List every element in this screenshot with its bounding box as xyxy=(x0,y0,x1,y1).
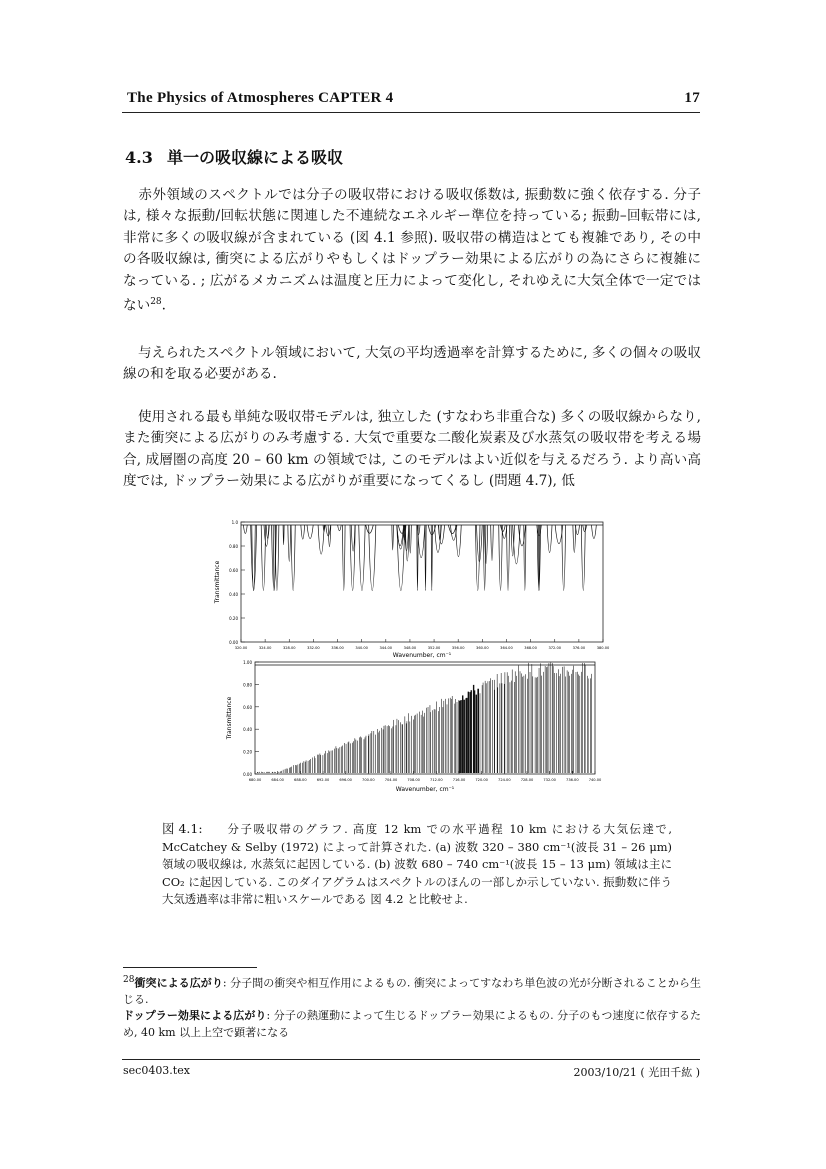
panel-a-line xyxy=(288,525,291,561)
panel-a-line xyxy=(243,525,247,533)
header-title: The Physics of Atmospheres CAPTER 4 xyxy=(127,90,394,106)
panel-a-line xyxy=(581,525,585,591)
panel-a-line xyxy=(475,525,479,591)
panel-a-xtick-label: 372.00 xyxy=(548,646,562,650)
footnote-ref[interactable]: 28 xyxy=(150,297,162,308)
panel-a-xtick-label: 344.00 xyxy=(379,646,393,650)
panel-a-ytick-label: 0.60 xyxy=(229,568,238,573)
paragraph-3 xyxy=(123,407,701,493)
panel-b-xtick-label: 740.00 xyxy=(588,778,602,782)
panel-b-xtick-label: 688.00 xyxy=(294,778,307,782)
footnote-number: 28 xyxy=(123,975,135,985)
panel-a-line xyxy=(369,525,376,591)
panel-a-line xyxy=(283,525,284,545)
panel-a-xtick-label: 360.00 xyxy=(476,646,489,650)
panel-b-xtick-label: 704.00 xyxy=(384,778,398,782)
panel-a-line xyxy=(404,525,408,551)
footnote-text-1: : 分子間の衝突や相互作用によるもの. 衝突によってすなわち単色波の光が分断されることから生じる. xyxy=(123,976,701,1007)
panel-a-xtick-label: 380.00 xyxy=(596,646,610,650)
panel-a-xtick-label: 376.00 xyxy=(572,646,586,650)
footnote-term-2: ドップラー効果による広がり xyxy=(123,1009,267,1023)
panel-b-xtick-label: 736.00 xyxy=(566,778,579,782)
panel-b-ylabel: Transmittance xyxy=(226,696,233,740)
footnote xyxy=(123,972,701,1041)
panel-b-frame xyxy=(255,662,595,774)
panel-a-line xyxy=(435,525,442,552)
panel-a xyxy=(214,520,610,659)
panel-a-line xyxy=(562,525,566,591)
panel-a-line xyxy=(392,525,394,550)
caption-label: 図 4.1: xyxy=(162,821,203,836)
panel-b-xtick-label: 732.00 xyxy=(543,778,556,782)
panel-a-ytick-label: 0.80 xyxy=(229,544,238,549)
panel-a-line xyxy=(409,525,411,553)
footnote-rule xyxy=(123,967,257,968)
panel-a-xtick-label: 336.00 xyxy=(331,646,344,650)
panel-a-line xyxy=(291,525,295,591)
panel-a-absorption-lines xyxy=(241,525,603,591)
panel-a-xlabel: Wavenumber, cm⁻¹ xyxy=(392,652,452,659)
footer-file: sec0403.tex xyxy=(123,1064,190,1077)
panel-b-absorption-lines xyxy=(255,663,595,773)
panel-b-xtick-label: 712.00 xyxy=(430,778,443,782)
panel-b-xtick-label: 720.00 xyxy=(475,778,488,782)
panel-b-ytick-label: 0.00 xyxy=(243,772,252,777)
panel-a-xtick-label: 356.00 xyxy=(451,646,465,650)
panel-a-line xyxy=(307,525,313,539)
paragraph-1-text: 赤外領域のスペクトルでは分子の吸収帯における吸収係数は, 振動数に強く依存する. 分子は, 様々な振動/回転状態に関連した不連続なエネルギー準位を持っている; 振動–回転帯には, 非常に多くの吸収線が含まれている (図 4.1 参照). 吸収帯の構造はとても複雑であり, その中の各吸収線は, 衝突による広がりやもしくはドップラー効果による広がりの為にさらに複雑になっている. ; 広がるメカニズムは温度と圧力によって変化し, それゆえに大気全体で一定ではない xyxy=(123,187,701,314)
panel-a-xtick-label: 320.00 xyxy=(234,646,248,650)
panel-b-ytick-label: 1.00 xyxy=(243,660,252,665)
panel-a-line xyxy=(359,525,365,591)
panel-a-ytick-label: 0.20 xyxy=(229,616,238,621)
panel-b-ytick-label: 0.60 xyxy=(243,704,252,710)
panel-a-line xyxy=(491,525,494,561)
panel-a-xtick-label: 368.00 xyxy=(524,646,537,650)
section-number: 4.3 xyxy=(125,148,153,167)
panel-a-xticks xyxy=(235,639,610,650)
panel-a-line xyxy=(501,525,506,532)
panel-b-xtick-label: 716.00 xyxy=(452,778,466,782)
panel-a-ytick-label: 0.00 xyxy=(229,640,238,645)
section-title: 単一の吸収線による吸収 xyxy=(167,148,344,167)
page-number: 17 xyxy=(684,90,700,106)
panel-b-ytick-label: 0.20 xyxy=(243,749,252,755)
panel-b xyxy=(226,660,602,793)
panel-a-line xyxy=(591,525,596,539)
panel-b-xtick-label: 724.00 xyxy=(498,778,511,782)
figure-4-1 xyxy=(207,517,615,797)
header-rule xyxy=(122,112,700,113)
panel-a-xtick-label: 348.00 xyxy=(403,646,417,650)
panel-a-xtick-label: 352.00 xyxy=(427,646,441,650)
panel-a-line xyxy=(547,525,552,553)
panel-a-line xyxy=(328,525,331,547)
panel-a-line xyxy=(573,525,576,553)
panel-a-line xyxy=(251,525,257,591)
footer-date: 2003/10/21 ( 光田千紘 ) xyxy=(573,1066,700,1079)
panel-b-xtick-label: 708.00 xyxy=(407,778,420,782)
panel-b-xtick-label: 696.00 xyxy=(339,778,352,782)
panel-a-yticks xyxy=(229,520,245,645)
paragraph-3-text: 使用される最も単純な吸収帯モデルは, 独立した (すなわち非重合な) 多くの吸収線からなり, また衝突による広がりのみ考慮する. 大気で重要な二酸化炭素及び水蒸気の吸収帯を考える場合, 成層圏の高度 20 – 60 km の領域では, このモデルはよい近似を与えるだろう. より高い高度では, ドップラー効果による広がりが重要になってくるし (問題 4.7), 低 xyxy=(123,409,701,490)
panel-b-xtick-label: 728.00 xyxy=(520,778,534,782)
paragraph-2-text: 与えられたスペクトル領域において, 大気の平均透過率を計算するために, 多くの個々の吸収線の和を取る必要がある. xyxy=(123,345,701,383)
running-header xyxy=(127,90,700,112)
panel-a-xtick-label: 328.00 xyxy=(282,646,296,650)
figure-caption xyxy=(162,820,672,909)
panel-a-line xyxy=(273,525,275,591)
panel-b-xtick-label: 680.00 xyxy=(248,778,262,782)
panel-a-line xyxy=(342,525,345,591)
panel-b-xlabel: Wavenumber, cm⁻¹ xyxy=(395,786,455,793)
panel-b-xtick-label: 700.00 xyxy=(362,778,375,782)
panel-a-line xyxy=(499,525,503,591)
panel-a-line xyxy=(583,525,587,532)
footer-rule xyxy=(122,1059,700,1060)
panel-a-ylabel: Transmittance xyxy=(214,560,221,604)
panel-a-line xyxy=(417,525,424,558)
section-heading xyxy=(125,145,343,168)
panel-a-xtick-label: 324.00 xyxy=(258,646,272,650)
panel-a-line xyxy=(448,525,456,534)
panel-a-xtick-label: 340.00 xyxy=(355,646,368,650)
panel-a-ytick-label: 0.40 xyxy=(229,592,238,597)
panel-b-ytick-label: 0.40 xyxy=(243,727,252,733)
panel-b-xtick-label: 684.00 xyxy=(271,778,284,782)
panel-a-line xyxy=(338,525,342,531)
footnote-term-1: 衝突による広がり xyxy=(134,976,223,990)
panel-a-line xyxy=(507,525,510,591)
panel-b-xtick-label: 692.00 xyxy=(316,778,330,782)
panel-a-line xyxy=(301,525,305,539)
footnote-text-2: : 分子の熱運動によって生じるドップラー効果によるもの. 分子のもつ速度に依存するため, 40 km 以上上空で顕著になる xyxy=(123,1009,701,1039)
panel-b-yticks xyxy=(243,660,259,777)
panel-a-line xyxy=(425,525,426,591)
panel-b-ytick-label: 0.80 xyxy=(243,682,252,688)
paragraph-1: 赤外領域のスペクトルでは分子の吸収帯における吸収係数は, 振動数に強く依存する. 分子は, 様々な振動/回転状態に関連した不連続なエネルギー準位を持っている; 振動–回転帯には, 非常に多くの吸収線が含まれている (図 4.1 参照). 吸収帯の構造はとても複雑であり, その中の各吸収線は, 衝突による広がりやもしくはドップラー効果による広がりの為にさらに複雑になっている. ; 広がるメカニズムは温度と圧力によって変化し, それゆえに大気全体で一定ではない$^{28}$. xyxy=(123,187,701,314)
panel-a-xtick-label: 332.00 xyxy=(307,646,320,650)
panel-a-line xyxy=(366,525,373,533)
caption-text: 分子吸収帯のグラフ. 高度 12 km での水平過程 10 km における大気伝達で, McCatchey & Selby (1972) によって計算された. (a) 波数 320 – 380 cm⁻¹(波長 31 – 26 μm) 領域の吸収線は, 水蒸気に起因している. (b) 波数 680 – 740 cm⁻¹(波長 15 – 13 μm) 領域は主に CO₂ に起因している. このダイアグラムはスペクトルのほんの一部しか示していない. 振動数に伴う大気透過率は非常に粗いスケールである 図 4.2 と比較せよ. xyxy=(162,822,672,907)
panel-a-ytick-label: 1.0 xyxy=(231,520,238,525)
panel-a-xtick-label: 364.00 xyxy=(500,646,513,650)
paragraph-2 xyxy=(123,343,701,386)
